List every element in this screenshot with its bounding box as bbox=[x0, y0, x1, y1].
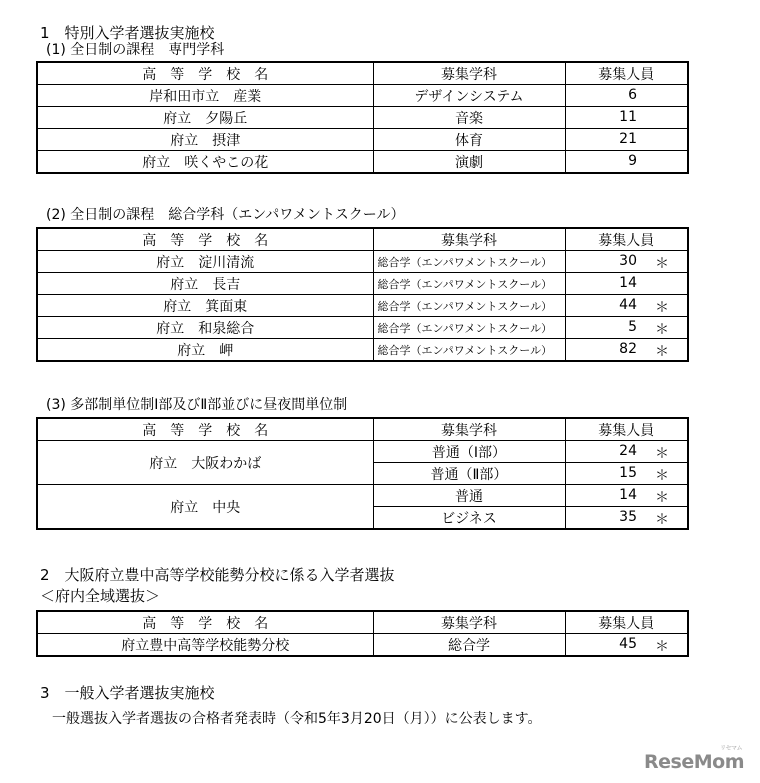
asterisk-mark: ＊ bbox=[655, 639, 669, 655]
dept-name: 演劇 bbox=[373, 151, 565, 174]
header-dept: 募集学科 bbox=[373, 418, 565, 441]
table-row bbox=[37, 251, 688, 273]
dept-name: ビジネス bbox=[373, 507, 565, 530]
count-value: 11 bbox=[619, 109, 637, 125]
school-name: 岸和田市立 産業 bbox=[37, 85, 373, 107]
dept-name: 普通 bbox=[373, 485, 565, 507]
count-value: 6 bbox=[628, 87, 637, 103]
table-header-row bbox=[37, 418, 688, 441]
school-name: 府立 夕陽丘 bbox=[37, 107, 373, 129]
table-header-row bbox=[37, 62, 688, 85]
dept-name: 総合学（エンパワメントスクール） bbox=[373, 339, 565, 362]
header-count: 募集人員 bbox=[565, 611, 688, 634]
table-row bbox=[37, 107, 688, 129]
school-name: 府立 箕面東 bbox=[37, 295, 373, 317]
dept-name: 総合学（エンパワメントスクール） bbox=[373, 317, 565, 339]
dept-name: 体育 bbox=[373, 129, 565, 151]
dept-name: 音楽 bbox=[373, 107, 565, 129]
asterisk-mark: ＊ bbox=[655, 512, 669, 528]
asterisk-mark: ＊ bbox=[655, 322, 669, 338]
table-multi-division bbox=[36, 417, 689, 530]
table-row bbox=[37, 317, 688, 339]
table-header-row bbox=[37, 611, 688, 634]
header-count: 募集人員 bbox=[565, 62, 688, 85]
school-name: 府立 大阪わかば bbox=[37, 441, 373, 485]
count-value: 9 bbox=[628, 153, 637, 169]
table-row bbox=[37, 151, 688, 174]
logo-text: ReseMom bbox=[644, 751, 744, 773]
school-name: 府立 岬 bbox=[37, 339, 373, 362]
table-header-row bbox=[37, 228, 688, 251]
dept-name: 総合学 bbox=[373, 634, 565, 657]
asterisk-mark: ＊ bbox=[655, 256, 669, 272]
school-name: 府立豊中高等学校能勢分校 bbox=[37, 634, 373, 657]
section1-title: 1 特別入学者選抜実施校 bbox=[40, 24, 215, 42]
asterisk-mark: ＊ bbox=[655, 468, 669, 484]
table-row bbox=[37, 485, 688, 507]
header-dept: 募集学科 bbox=[373, 611, 565, 634]
school-name: 府立 摂津 bbox=[37, 129, 373, 151]
school-name: 府立 淀川清流 bbox=[37, 251, 373, 273]
school-name: 府立 中央 bbox=[37, 485, 373, 530]
table-row bbox=[37, 295, 688, 317]
header-dept: 募集学科 bbox=[373, 62, 565, 85]
count-value: 35 bbox=[619, 509, 637, 525]
count-value: 44 bbox=[619, 297, 637, 313]
section2-subtitle: ＜府内全域選抜＞ bbox=[40, 587, 161, 605]
table-row bbox=[37, 129, 688, 151]
section3-title: 3 一般入学者選抜実施校 bbox=[40, 684, 215, 702]
resemom-logo bbox=[644, 745, 744, 773]
table-empowerment bbox=[36, 227, 689, 362]
header-count: 募集人員 bbox=[565, 418, 688, 441]
header-count: 募集人員 bbox=[565, 228, 688, 251]
table-specialty bbox=[36, 61, 689, 174]
logo-ruby: リセマム bbox=[720, 745, 742, 752]
dept-name: 普通（Ⅱ部） bbox=[373, 463, 565, 485]
count-value: 14 bbox=[619, 487, 637, 503]
asterisk-mark: ＊ bbox=[655, 490, 669, 506]
header-school: 高 等 学 校 名 bbox=[37, 418, 373, 441]
asterisk-mark: ＊ bbox=[655, 344, 669, 360]
table-row bbox=[37, 441, 688, 463]
count-value: 82 bbox=[619, 341, 637, 357]
count-value: 24 bbox=[619, 443, 637, 459]
asterisk-mark: ＊ bbox=[655, 300, 669, 316]
header-dept: 募集学科 bbox=[373, 228, 565, 251]
school-name: 府立 咲くやこの花 bbox=[37, 151, 373, 174]
table-row bbox=[37, 273, 688, 295]
school-name: 府立 長吉 bbox=[37, 273, 373, 295]
count-value: 14 bbox=[619, 275, 637, 291]
asterisk-mark: ＊ bbox=[655, 446, 669, 462]
header-school: 高 等 学 校 名 bbox=[37, 228, 373, 251]
count-value: 15 bbox=[619, 465, 637, 481]
dept-name: 総合学（エンパワメントスクール） bbox=[373, 273, 565, 295]
count-value: 45 bbox=[619, 636, 637, 652]
section1-sub1-title: (1) 全日制の課程 専門学科 bbox=[46, 42, 225, 58]
header-school: 高 等 学 校 名 bbox=[37, 62, 373, 85]
table-nose-branch bbox=[36, 610, 689, 657]
section3-text: 一般選抜入学者選抜の合格者発表時（令和5年3月20日（月））に公表します。 bbox=[52, 711, 542, 727]
dept-name: 総合学（エンパワメントスクール） bbox=[373, 251, 565, 273]
section2-title: 2 大阪府立豊中高等学校能勢分校に係る入学者選抜 bbox=[40, 566, 395, 584]
table-row bbox=[37, 85, 688, 107]
table-row bbox=[37, 339, 688, 362]
school-name: 府立 和泉総合 bbox=[37, 317, 373, 339]
dept-name: 総合学（エンパワメントスクール） bbox=[373, 295, 565, 317]
count-value: 30 bbox=[619, 253, 637, 269]
section1-sub2-title: (2) 全日制の課程 総合学科（エンパワメントスクール） bbox=[46, 207, 405, 223]
table-row bbox=[37, 634, 688, 657]
dept-name: デザインシステム bbox=[373, 85, 565, 107]
count-value: 21 bbox=[619, 131, 637, 147]
count-value: 5 bbox=[628, 319, 637, 335]
header-school: 高 等 学 校 名 bbox=[37, 611, 373, 634]
section1-sub3-title: (3) 多部制単位制Ⅰ部及びⅡ部並びに昼夜間単位制 bbox=[46, 397, 348, 413]
dept-name: 普通（Ⅰ部） bbox=[373, 441, 565, 463]
